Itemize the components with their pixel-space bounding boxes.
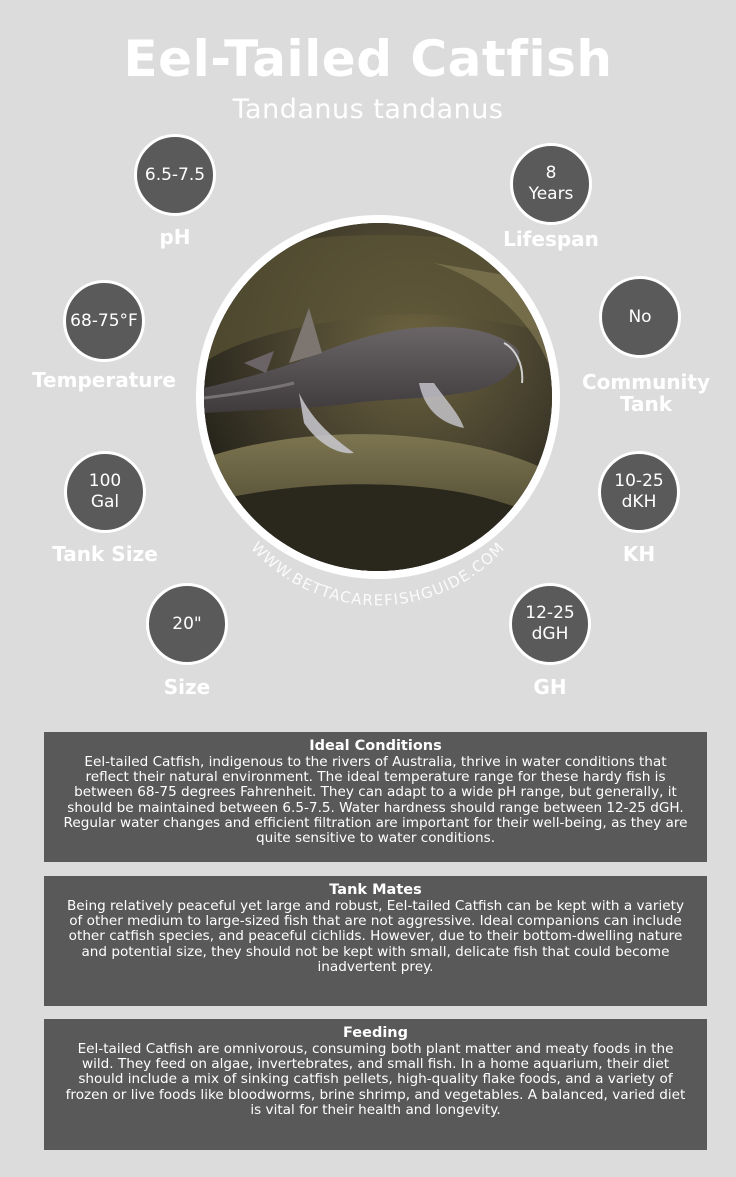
ph-label: pH — [159, 225, 191, 249]
community-tank-value: No — [599, 276, 681, 358]
temperature-value: 68-75°F — [63, 280, 145, 362]
section-body: Eel-tailed Catfish, indigenous to the rivers of Australia, thrive in water conditions that reflect their natural environment. The ideal temperature range for these hardy fish is between 68-75 degrees Fahrenheit. They can adapt to a wide pH range, but generally, it should be maintained between 6.5-7.5. Water hardness should range between 12-25 dGH. Regular water changes and efficient filtration are important for their well-being, as they are quite sensitive to water conditions. — [63, 754, 688, 847]
lifespan-label: Lifespan — [503, 227, 599, 251]
section-body: Eel-tailed Catfish are omnivorous, consuming both plant matter and meaty foods in the wild. They feed on algae, invertebrates, and small fish. In a home aquarium, their diet should include a mix of sinking catfish pellets, high-quality flake foods, and a variety of frozen or live foods like bloodworms, brine shrimp, and vegetables. A balanced, varied diet is vital for their health and longevity. — [65, 1041, 686, 1118]
watermark-text: WWW.BETTACAREFISHGUIDE.COM — [247, 538, 509, 610]
size-label: Size — [163, 675, 211, 699]
tank-mates-section — [44, 876, 707, 1006]
feeding-section — [44, 1019, 707, 1150]
gh-label: GH — [533, 675, 567, 699]
kh-label: KH — [622, 542, 656, 566]
page-title: Eel-Tailed Catfish — [123, 30, 613, 88]
gh-value: 12-25 dGH — [509, 583, 591, 665]
community-tank-label: Community Tank — [581, 370, 711, 416]
section-body: Being relatively peaceful yet large and robust, Eel-tailed Catfish can be kept with a variety of other medium to large-sized fish that are not aggressive. Ideal companions can include other catfish species, and peaceful cichlids. However, due to their bottom-dwelling nature and potential size, they should not be kept with small, delicate fish that could become inadvertent prey. — [66, 898, 684, 975]
scientific-name: Tandanus tandanus — [232, 94, 504, 125]
kh-value: 10-25 dKH — [598, 451, 680, 533]
size-value: 20" — [146, 583, 228, 665]
tank-size-label: Tank Size — [52, 542, 158, 566]
section-heading: Ideal Conditions — [309, 738, 442, 754]
tank-size-value: 100 Gal — [64, 451, 146, 533]
section-heading: Feeding — [342, 1025, 409, 1041]
section-heading: Tank Mates — [329, 882, 422, 898]
fish-photo — [204, 223, 552, 571]
lifespan-value: 8 Years — [510, 143, 592, 225]
fish-illustration — [204, 223, 552, 571]
temperature-label: Temperature — [32, 368, 176, 392]
ph-value: 6.5-7.5 — [134, 134, 216, 216]
ideal-conditions-section — [44, 732, 707, 862]
